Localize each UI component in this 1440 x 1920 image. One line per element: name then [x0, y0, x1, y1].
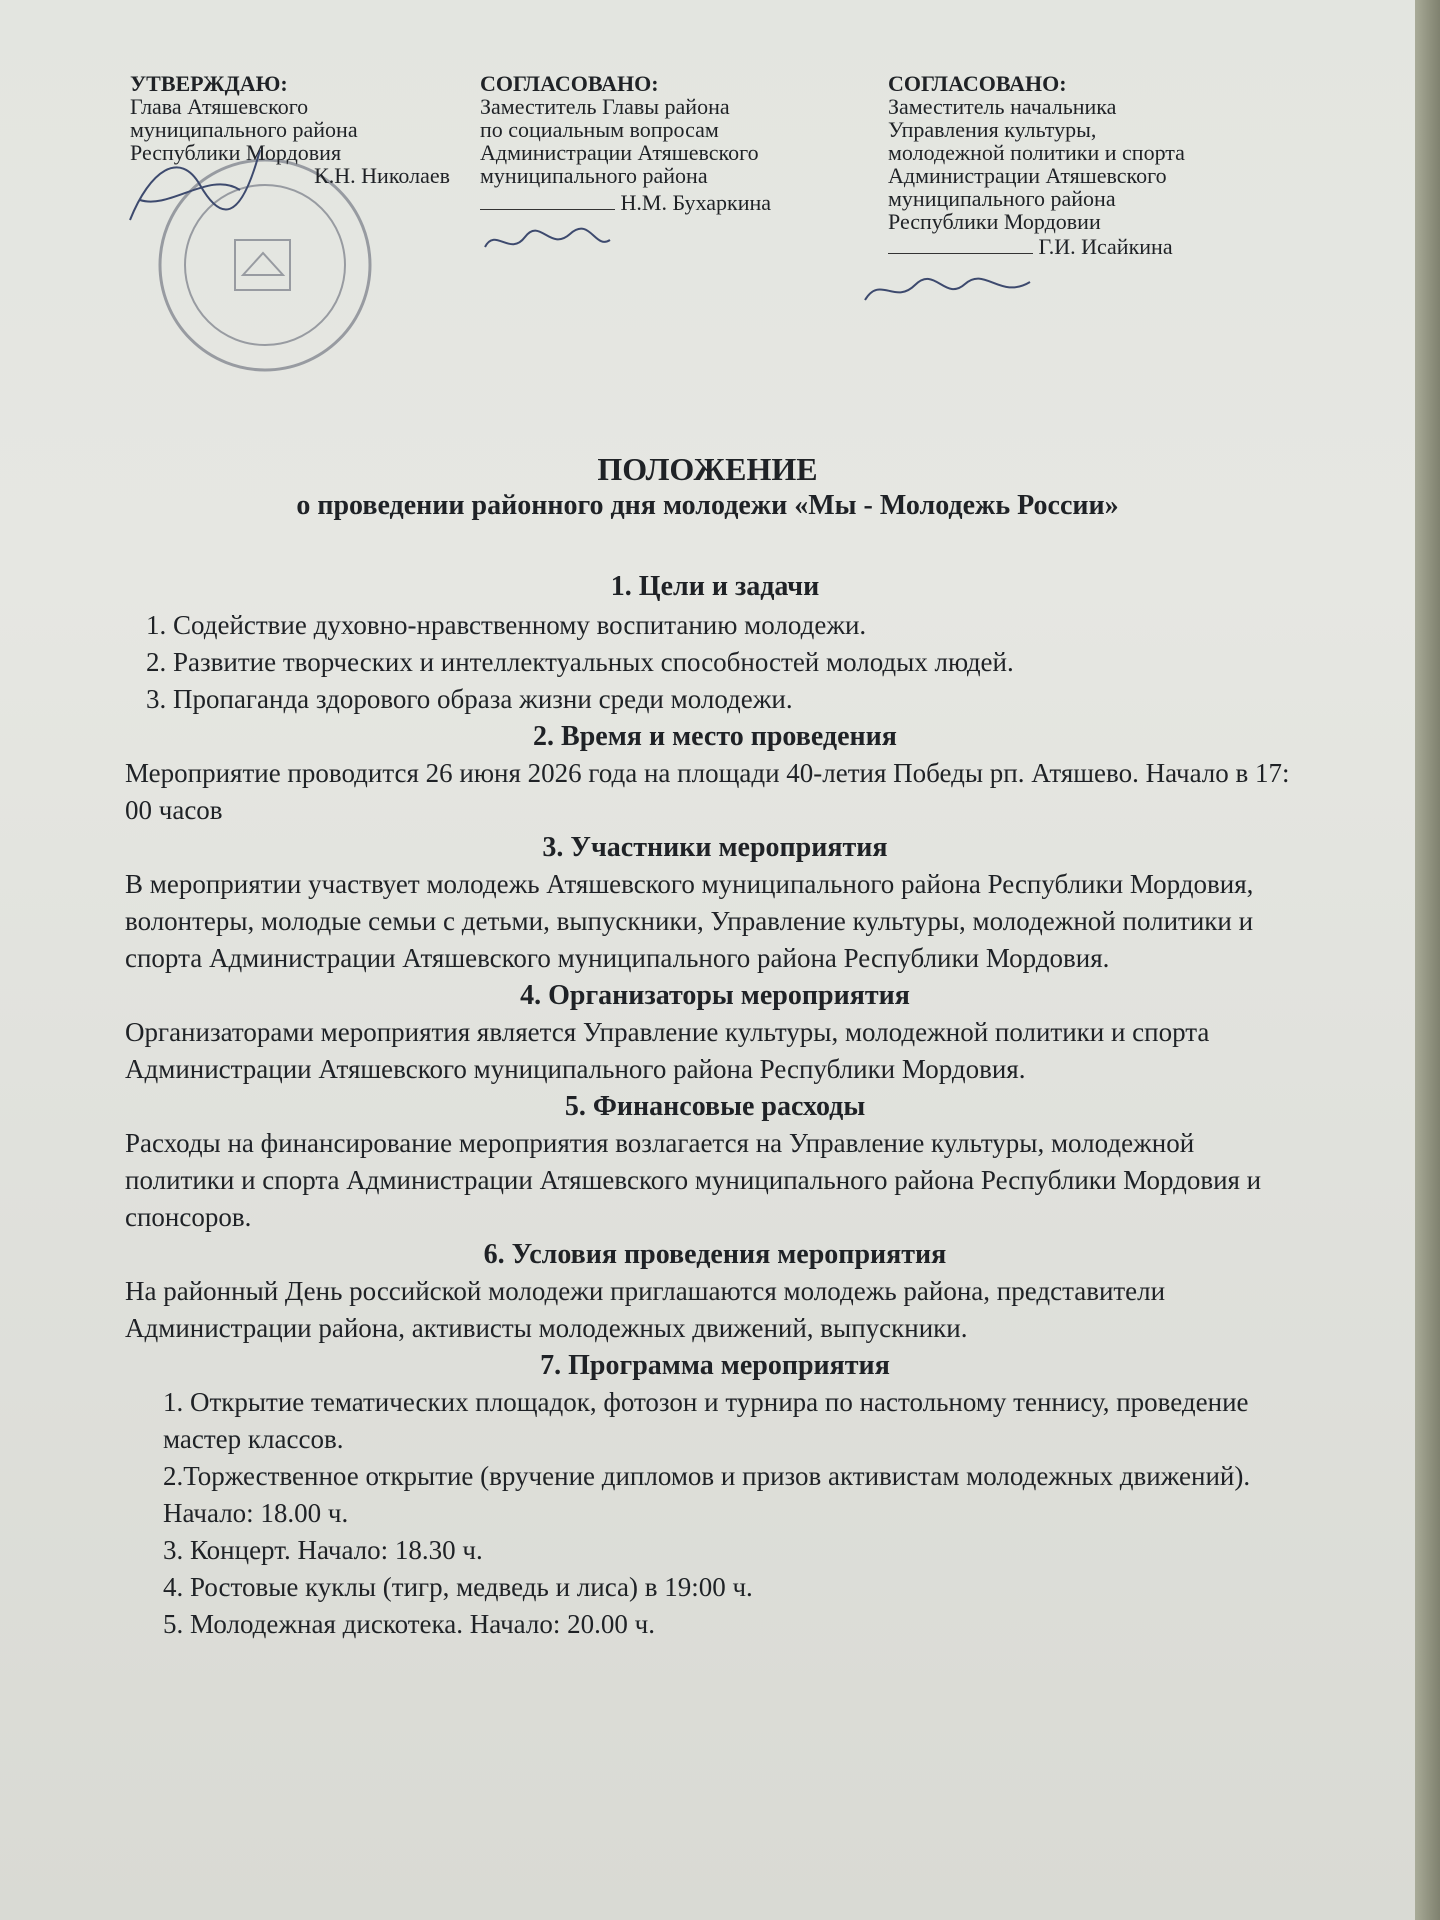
document-title: ПОЛОЖЕНИЕ	[597, 451, 818, 487]
program-item: 5. Молодежная дискотека. Начало: 20.00 ч.	[163, 1609, 655, 1639]
approval-line: муниципального района	[888, 186, 1116, 211]
approval-line: Республики Мордовии	[888, 209, 1101, 234]
approval-line: молодежной политики и спорта	[888, 140, 1185, 165]
background-edge	[1415, 0, 1440, 1920]
approval-line: Заместитель Главы района	[480, 94, 730, 119]
approval-block-deputy	[480, 72, 840, 214]
approval-heading: УТВЕРЖДАЮ:	[130, 71, 288, 96]
section-heading-participants: 3. Участники мероприятия	[542, 832, 888, 863]
program-item: 3. Концерт. Начало: 18.30 ч.	[163, 1535, 483, 1565]
program-list	[125, 1384, 1305, 1643]
section-heading-organizers: 4. Организаторы мероприятия	[520, 980, 910, 1011]
signature-isaikina	[860, 270, 1040, 315]
approval-name: К.Н. Николаев	[314, 163, 450, 188]
approval-line: Республики Мордовия	[130, 140, 342, 165]
section-heading-finance: 5. Финансовые расходы	[564, 1091, 866, 1122]
approval-line: Администрации Атяшевского	[480, 140, 759, 165]
approval-line: по социальным вопросам	[480, 117, 719, 142]
conditions-text: На районный День российской молодежи приглашаются молодежь района, представители Администрации района, активисты молодежных движений, выпускники.	[125, 1276, 1166, 1343]
approval-line: муниципального района	[480, 163, 708, 188]
approval-name: Н.М. Бухаркина	[620, 190, 772, 215]
signature-bukharkina	[480, 222, 615, 262]
approval-line: Глава Атяшевского	[130, 94, 309, 119]
approval-name: Г.И. Исайкина	[1038, 234, 1173, 259]
section-heading-time-place: 2. Время и место проведения	[533, 721, 897, 752]
approval-heading: СОГЛАСОВАНО:	[480, 71, 659, 96]
finance-text: Расходы на финансирование мероприятия возлагается на Управление культуры, молодежной политики и спорта Администрации Атяшевского муниципального района Республики Мордовия и спонсоров.	[125, 1128, 1262, 1232]
approval-block-head	[130, 72, 450, 187]
program-item: 1. Открытие тематических площадок, фотозон и турнира по настольному теннису, проведение мастер классов.	[163, 1387, 1249, 1454]
goal-item: 1. Содействие духовно-нравственному воспитанию молодежи.	[146, 610, 867, 640]
goal-item: 2. Развитие творческих и интеллектуальных способностей молодых людей.	[146, 647, 1014, 677]
section-heading-conditions: 6. Условия проведения мероприятия	[483, 1239, 947, 1270]
approval-heading: СОГЛАСОВАНО:	[888, 71, 1067, 96]
signature-line	[480, 189, 615, 210]
program-item: 2.Торжественное открытие (вручение дипломов и призов активистам молодежных движений). Начало: 18.00 ч.	[163, 1461, 1251, 1528]
section-heading-goals: 1. Цели и задачи	[610, 571, 820, 602]
goal-item: 3. Пропаганда здорового образа жизни среди молодежи.	[146, 684, 793, 714]
participants-text: В мероприятии участвует молодежь Атяшевского муниципального района Республики Мордовия, волонтеры, молодые семьи с детьми, выпускники, Управление культуры, молодежной политики и спорта Администрации Атяшевского муниципального района Республики Мордовия.	[125, 869, 1254, 973]
approval-line: Заместитель начальника	[888, 94, 1117, 119]
document-body	[125, 568, 1305, 1643]
approval-line: Управления культуры,	[888, 117, 1097, 142]
section-heading-program: 7. Программа мероприятия	[540, 1350, 890, 1381]
organizers-text: Организаторами мероприятия является Управление культуры, молодежной политики и спорта Администрации Атяшевского муниципального района Республики Мордовия.	[125, 1017, 1210, 1084]
signature-line	[888, 233, 1033, 254]
time-place-text: Мероприятие проводится 26 июня 2026 года на площади 40-летия Победы рп. Атяшево. Начало в 17: 00 часов	[125, 758, 1290, 825]
goals-list	[125, 607, 1305, 718]
approval-line: муниципального района	[130, 117, 358, 142]
approval-block-culture	[888, 72, 1328, 258]
document-subtitle: о проведении районного дня молодежи «Мы - Молодежь России»	[296, 490, 1119, 521]
document-title-block	[0, 450, 1415, 524]
program-item: 4. Ростовые куклы (тигр, медведь и лиса) в 19:00 ч.	[163, 1572, 753, 1602]
approval-line: Администрации Атяшевского	[888, 163, 1167, 188]
